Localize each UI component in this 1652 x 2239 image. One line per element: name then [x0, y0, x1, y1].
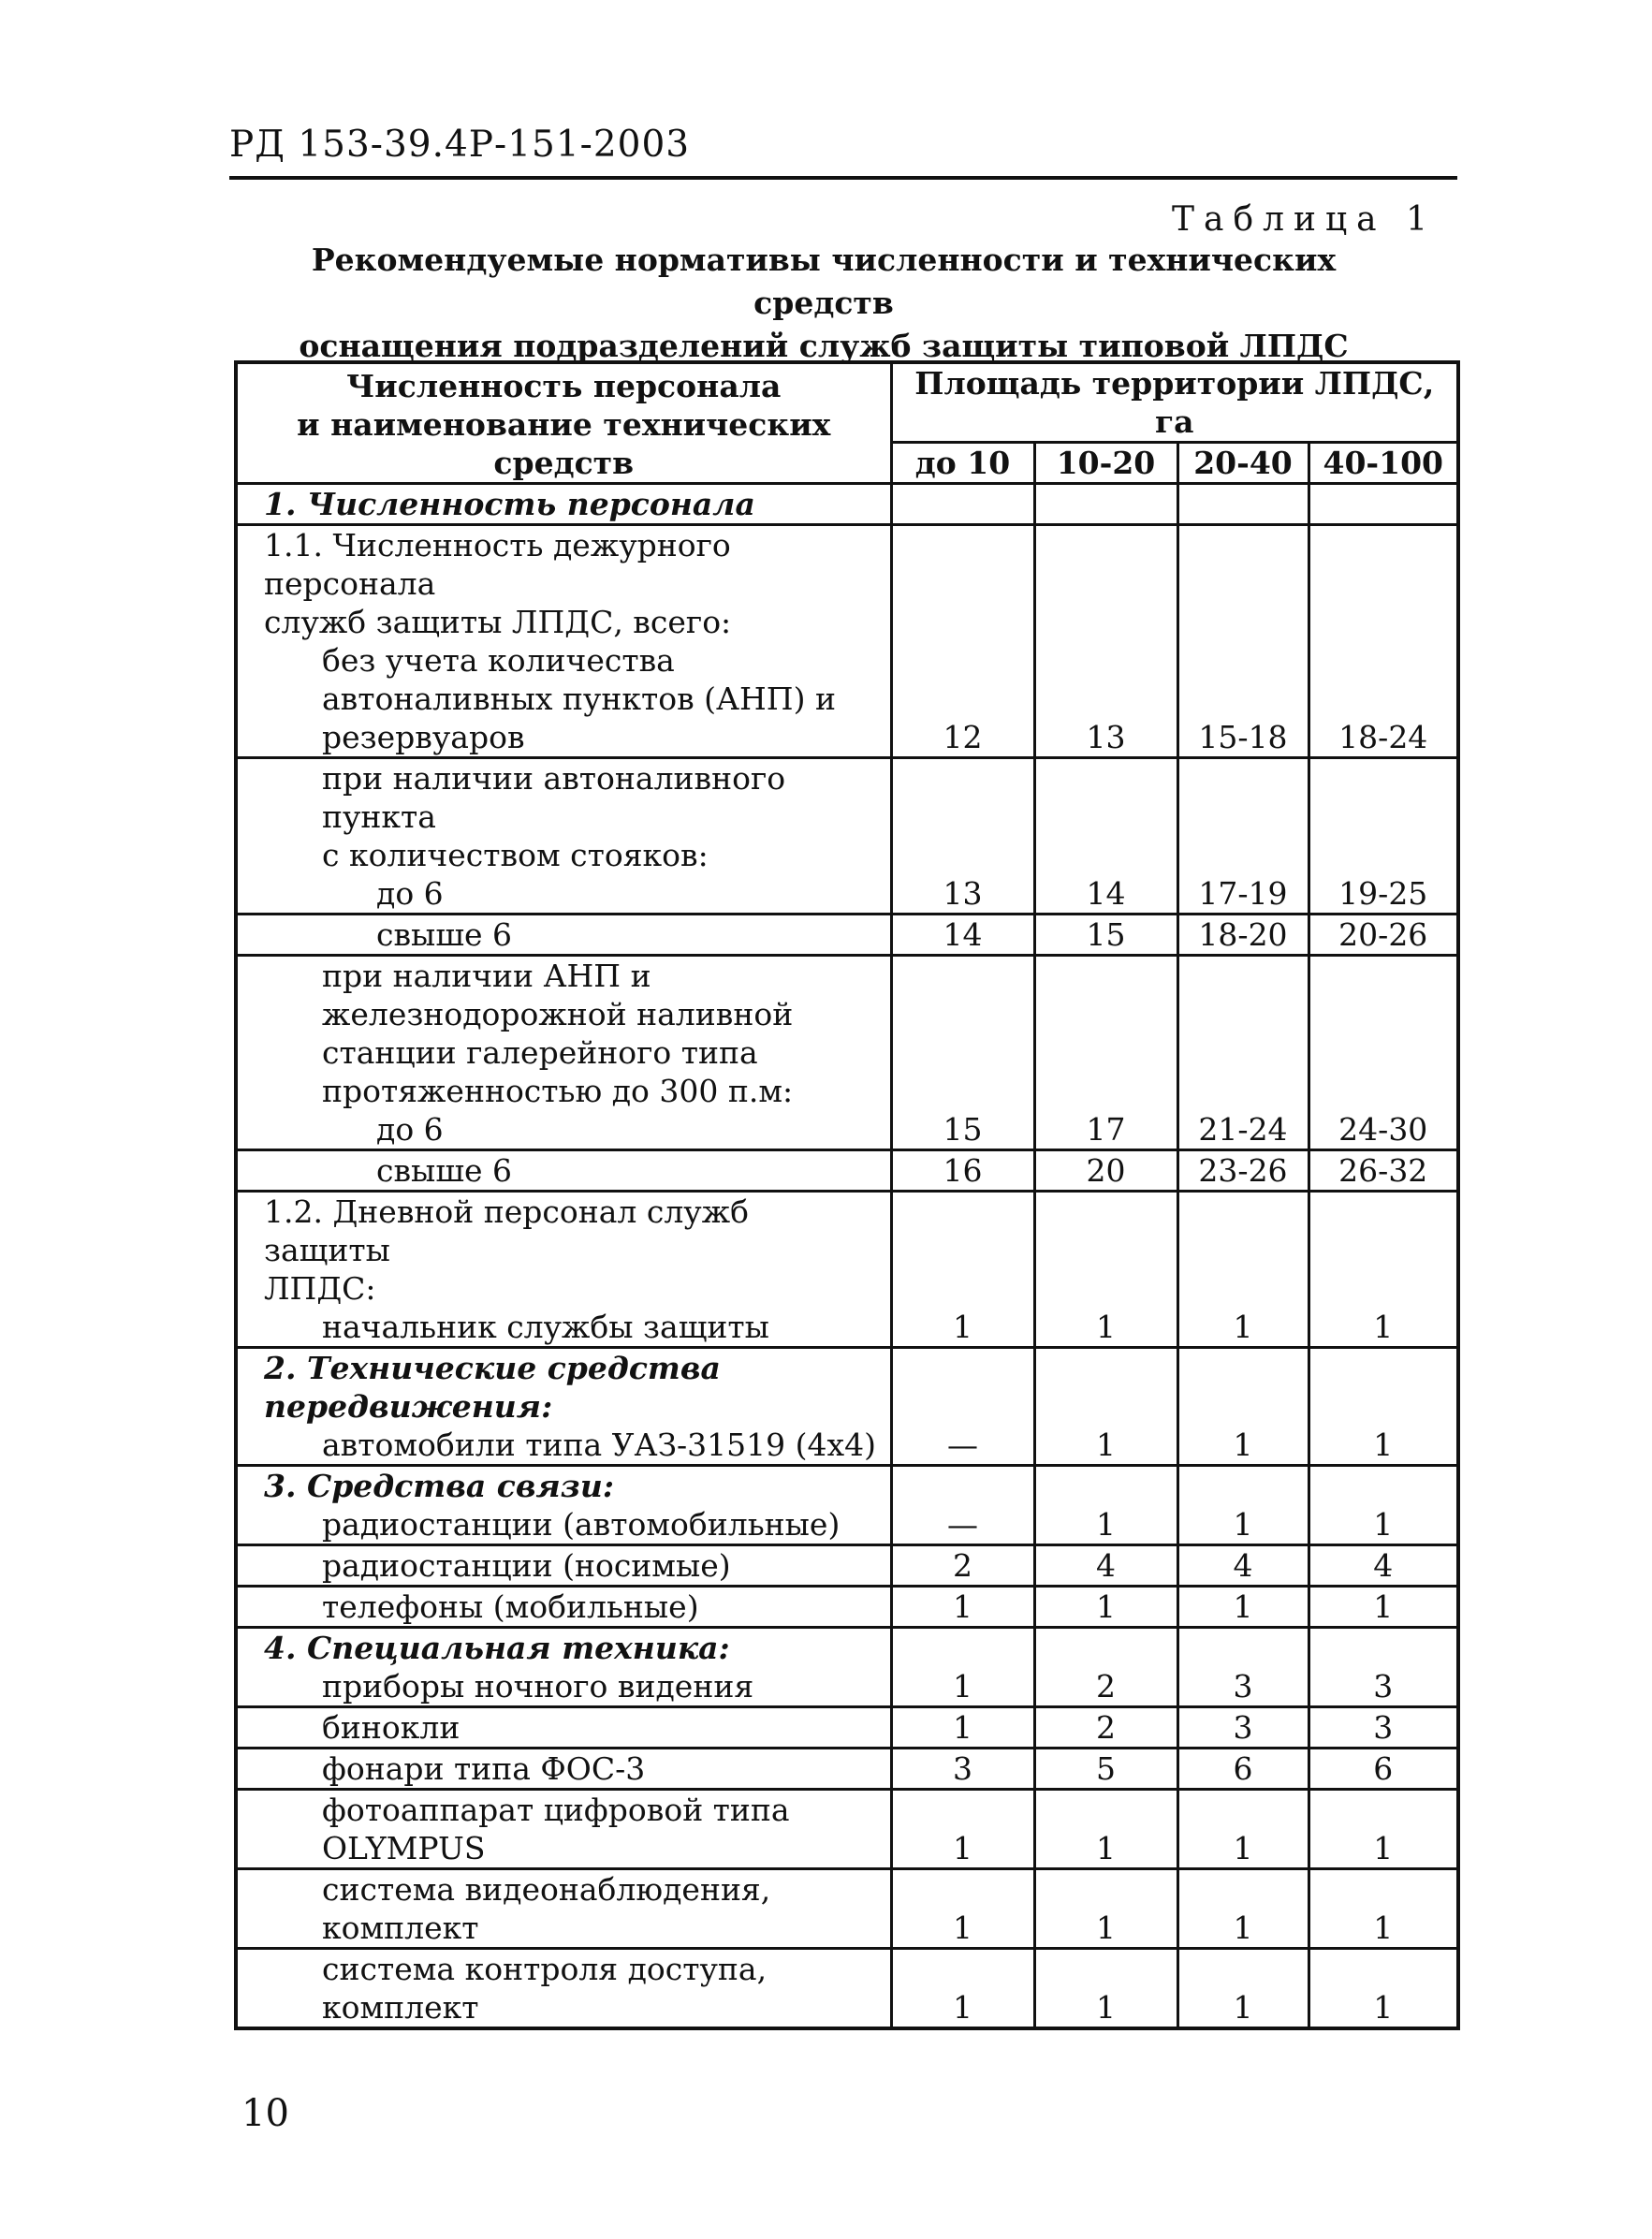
table-title	[281, 239, 1367, 368]
table-row	[236, 1545, 1458, 1587]
value-cell: 6	[1308, 1749, 1458, 1790]
row-label-cell	[236, 1628, 891, 1707]
value-cell: 24-30	[1308, 956, 1458, 1150]
row-label-line: служб защиты ЛПДС, всего:	[264, 604, 732, 640]
row-label-line: до 6	[376, 1111, 444, 1148]
row-label-line: железнодорожной наливной	[322, 996, 794, 1032]
row-label-line: станции галерейного типа	[322, 1034, 758, 1071]
table-row	[236, 1628, 1458, 1707]
value-cell: 1	[1308, 1348, 1458, 1466]
row-label-cell	[236, 1869, 891, 1949]
header-name-cell	[236, 362, 891, 484]
row-label-cell	[236, 484, 891, 525]
value-cell: 2	[1034, 1707, 1177, 1749]
row-label-cell	[236, 1192, 891, 1348]
value-cell: 1	[1034, 1192, 1177, 1348]
row-label-cell	[236, 1749, 891, 1790]
value-cell: 14	[891, 915, 1034, 956]
value-cell: 3	[1177, 1707, 1308, 1749]
table-row	[236, 1790, 1458, 1869]
row-label-line: свыше 6	[376, 1152, 513, 1189]
value-cell: 26-32	[1308, 1150, 1458, 1192]
column-header: 40-100	[1308, 443, 1458, 484]
value-cell: 18-24	[1308, 525, 1458, 758]
row-label-cell	[236, 1587, 891, 1628]
value-cell	[1308, 484, 1458, 525]
value-cell: 1	[1034, 1869, 1177, 1949]
row-label-line: система контроля доступа,	[322, 1951, 768, 1987]
table-row	[236, 1192, 1458, 1348]
row-label-line: радиостанции (автомобильные)	[322, 1506, 841, 1543]
value-cell: 20	[1034, 1150, 1177, 1192]
section-heading: 2. Технические средства	[264, 1350, 721, 1386]
column-header: до 10	[891, 443, 1034, 484]
value-cell: 1	[891, 1869, 1034, 1949]
value-cell: 1	[1034, 1790, 1177, 1869]
header-name-line-3: средств	[493, 445, 635, 481]
table-row	[236, 1869, 1458, 1949]
row-label-line: OLYMPUS	[322, 1830, 486, 1866]
value-cell: 1	[1308, 1192, 1458, 1348]
table-row	[236, 1949, 1458, 2029]
value-cell: 1	[1177, 1192, 1308, 1348]
row-label-line: начальник службы защиты	[322, 1309, 769, 1345]
table-row	[236, 956, 1458, 1150]
value-cell: 13	[891, 758, 1034, 915]
value-cell: 4	[1177, 1545, 1308, 1587]
value-cell: 2	[1034, 1628, 1177, 1707]
row-label-line: автомобили типа УАЗ-31519 (4х4)	[322, 1427, 877, 1463]
row-label-line: комплект	[322, 1989, 479, 2026]
value-cell: 4	[1034, 1545, 1177, 1587]
value-cell: 1	[1177, 1466, 1308, 1545]
row-label-line: автоналивных пунктов (АНП) и	[322, 680, 836, 717]
value-cell: 15	[1034, 915, 1177, 956]
row-label-line: без учета количества	[322, 642, 675, 679]
value-cell: 1	[1308, 1466, 1458, 1545]
row-label-line: радиостанции (носимые)	[322, 1547, 731, 1584]
row-label-line: протяженностью до 300 п.м:	[322, 1073, 794, 1109]
row-label-cell	[236, 1466, 891, 1545]
table-row	[236, 525, 1458, 758]
column-header: 20-40	[1177, 443, 1308, 484]
row-label-cell	[236, 915, 891, 956]
row-label-cell	[236, 1150, 891, 1192]
column-header: 10-20	[1034, 443, 1177, 484]
value-cell: 1	[1034, 1587, 1177, 1628]
value-cell: 16	[891, 1150, 1034, 1192]
value-cell: 1	[891, 1192, 1034, 1348]
row-label-line: 1.1. Численность дежурного персонала	[264, 527, 731, 602]
value-cell: 1	[1034, 1949, 1177, 2029]
row-label-cell	[236, 1790, 891, 1869]
value-cell: 5	[1034, 1749, 1177, 1790]
row-label-line: свыше 6	[376, 916, 513, 953]
row-label-line: приборы ночного видения	[322, 1668, 754, 1705]
row-label-line: фонари типа ФОС-3	[322, 1750, 646, 1787]
row-label-line: система видеонаблюдения,	[322, 1871, 771, 1908]
value-cell: 3	[1308, 1707, 1458, 1749]
row-label-line: резервуаров	[322, 719, 525, 755]
value-cell: 1	[891, 1628, 1034, 1707]
row-label-line: до 6	[376, 875, 444, 912]
value-cell: 18-20	[1177, 915, 1308, 956]
value-cell: 1	[1308, 1869, 1458, 1949]
section-heading: передвижения:	[264, 1388, 553, 1425]
value-cell: 1	[1308, 1949, 1458, 2029]
value-cell: 1	[1177, 1348, 1308, 1466]
section-heading: 4. Специальная техника:	[264, 1630, 730, 1666]
value-cell: 1	[1034, 1348, 1177, 1466]
header-area-cell: Площадь территории ЛПДС, га	[891, 362, 1458, 443]
table-row	[236, 484, 1458, 525]
table-row	[236, 1466, 1458, 1545]
value-cell: 1	[891, 1707, 1034, 1749]
value-cell: 15-18	[1177, 525, 1308, 758]
value-cell: 17-19	[1177, 758, 1308, 915]
value-cell: 19-25	[1308, 758, 1458, 915]
row-label-line: телефоны (мобильные)	[322, 1588, 699, 1625]
table-row	[236, 915, 1458, 956]
table-title-line-2: оснащения подразделений служб защиты типовой ЛПДС	[299, 328, 1349, 364]
value-cell: 3	[1177, 1628, 1308, 1707]
row-label-line: с количеством стояков:	[322, 837, 709, 873]
value-cell: 1	[891, 1587, 1034, 1628]
value-cell: 1	[1308, 1587, 1458, 1628]
table-row	[236, 1348, 1458, 1466]
value-cell: 13	[1034, 525, 1177, 758]
value-cell: 1	[1308, 1790, 1458, 1869]
value-cell	[1177, 484, 1308, 525]
header-name-line-1: Численность персонала	[346, 368, 782, 404]
value-cell: 1	[1177, 1790, 1308, 1869]
value-cell: 3	[1308, 1628, 1458, 1707]
document-code: РД 153-39.4Р-151-2003	[229, 124, 691, 166]
value-cell	[1034, 484, 1177, 525]
value-cell: 15	[891, 956, 1034, 1150]
table-row	[236, 758, 1458, 915]
value-cell: 4	[1308, 1545, 1458, 1587]
value-cell: —	[891, 1466, 1034, 1545]
value-cell: 1	[891, 1949, 1034, 2029]
page-number: 10	[241, 2092, 289, 2135]
value-cell: 1	[1177, 1587, 1308, 1628]
table-title-line-1: Рекомендуемые нормативы численности и технических средств	[311, 241, 1337, 321]
row-label-line: бинокли	[322, 1709, 461, 1746]
row-label-cell	[236, 1949, 891, 2029]
row-label-cell	[236, 758, 891, 915]
table-row	[236, 1707, 1458, 1749]
table-row	[236, 1150, 1458, 1192]
row-label-line: комплект	[322, 1910, 479, 1946]
value-cell: —	[891, 1348, 1034, 1466]
value-cell: 20-26	[1308, 915, 1458, 956]
row-label-cell	[236, 525, 891, 758]
section-heading: 1. Численность персонала	[264, 486, 755, 522]
table-row	[236, 1749, 1458, 1790]
value-cell: 12	[891, 525, 1034, 758]
value-cell: 3	[891, 1749, 1034, 1790]
value-cell: 6	[1177, 1749, 1308, 1790]
row-label-cell	[236, 1707, 891, 1749]
value-cell: 1	[1034, 1466, 1177, 1545]
row-label-line: фотоаппарат цифровой типа	[322, 1792, 790, 1828]
value-cell: 17	[1034, 956, 1177, 1150]
row-label-line: при наличии автоналивного пункта	[322, 760, 786, 835]
value-cell: 14	[1034, 758, 1177, 915]
norms-table	[234, 360, 1460, 2030]
header-name-line-2: и наименование технических	[297, 406, 831, 443]
value-cell: 2	[891, 1545, 1034, 1587]
table-row	[236, 1587, 1458, 1628]
row-label-cell	[236, 1545, 891, 1587]
table-number: Таблица 1	[1172, 200, 1437, 239]
value-cell: 1	[1177, 1949, 1308, 2029]
header-rule	[229, 176, 1457, 180]
section-heading: 3. Средства связи:	[264, 1468, 615, 1504]
row-label-cell	[236, 956, 891, 1150]
value-cell: 23-26	[1177, 1150, 1308, 1192]
value-cell: 1	[891, 1790, 1034, 1869]
row-label-line: при наличии АНП и	[322, 958, 651, 994]
row-label-cell	[236, 1348, 891, 1466]
row-label-line: ЛПДС:	[264, 1270, 376, 1307]
value-cell: 1	[1177, 1869, 1308, 1949]
row-label-line: 1.2. Дневной персонал служб защиты	[264, 1193, 749, 1268]
value-cell	[891, 484, 1034, 525]
value-cell: 21-24	[1177, 956, 1308, 1150]
